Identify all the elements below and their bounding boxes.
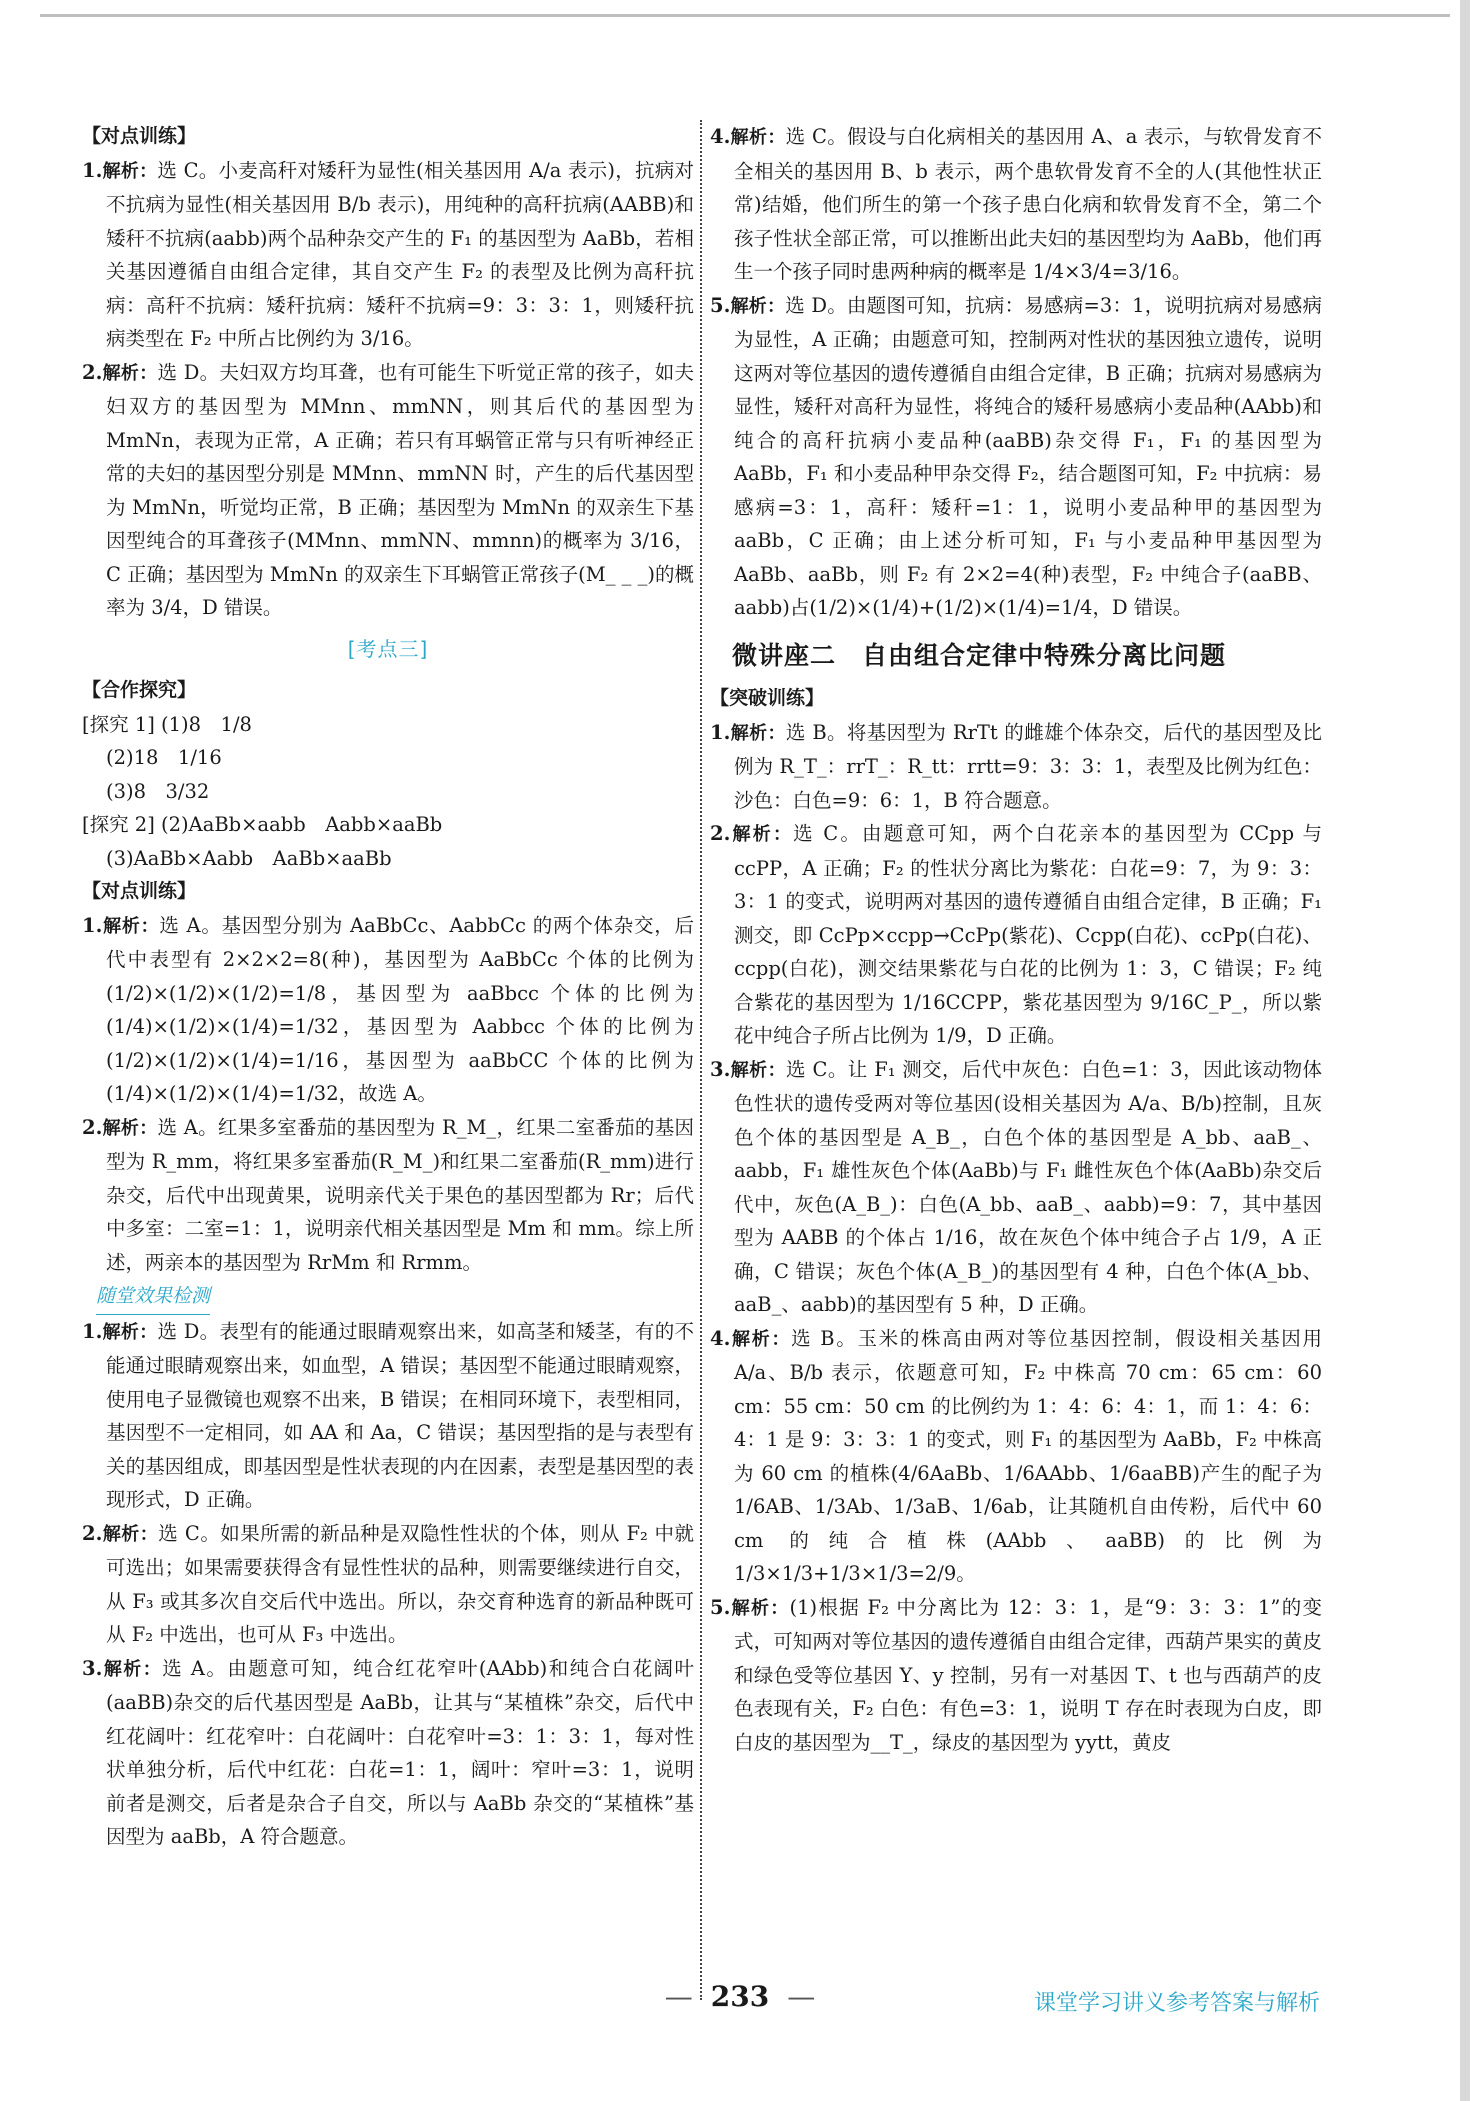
answer-item: 3.解析：选 A。由题意可知，纯合红花窄叶(AAbb)和纯合白花阔叶(aaBB)杂交的后代基因型是 AaBb，让其与“某植株”杂交，后代中红花阔叶：红花窄叶：白花阔叶：白花窄叶=3：1：3：1，每对性状单独分析，后代中红花：白花=1：1，阔叶：窄叶=3：1，说明前者是测交，后者是杂合子自交，所以与 AaBb 杂交的“某植株”基因型为 aaBb，A 符合题意。 (82, 1656, 694, 1848)
answer-item: 5.解析：(1)根据 F₂ 中分离比为 12：3：1，是“9：3：3：1”的变式，可知两对等位基因的遗传遵循自由组合定律，西葫芦果实的黄皮和绿色受等位基因 Y、y 控制，另有一对基因 T、t 也与西葫芦的皮色表现有关，F₂ 白色：有色=3：1，说明 T 存在时表现为白皮，即白皮的基因型为__T_，绿皮的基因型为 yytt，黄皮 (710, 1595, 1322, 1754)
right-column (710, 120, 1322, 1759)
kaodian-heading: [考点三] (347, 636, 429, 661)
lecture-heading: 微讲座二 自由组合定律中特殊分离比问题 (732, 640, 1227, 670)
top-rule (40, 14, 1450, 17)
page-number-value: 233 (710, 1980, 770, 2013)
answer-item: 1.解析：选 B。将基因型为 RrTt 的雌雄个体杂交，后代的基因型及比例为 R_T_：rrT_：R_tt：rrtt=9：3：3：1，表型及比例为红色：沙色：白色=9：6：1，B 符合题意。 (710, 720, 1322, 812)
tanjiu-line: (3)AaBb×Aabb AaBb×aaBb (106, 846, 392, 870)
answer-item: 1.解析：选 C。小麦高秆对矮秆为显性(相关基因用 A/a 表示)，抗病对不抗病为显性(相关基因用 B/b 表示)，用纯种的高秆抗病(AABB)和矮秆不抗病(aabb)两个品种杂交产生的 F₁ 的基因型为 AaBb，若相关基因遵循自由组合定律，其自交产生 F₂ 的表型及比例为高秆抗病：高秆不抗病：矮秆抗病：矮秆不抗病=9：3：3：1，则矮秆抗病类型在 F₂ 中所占比例约为 3/16。 (82, 158, 694, 350)
book-title: 课堂学习讲义参考答案与解析 (1033, 1991, 1320, 2016)
answer-item: 2.解析：选 C。如果所需的新品种是双隐性性状的个体，则从 F₂ 中就可选出；如果需要获得含有显性性状的品种，则需要继续进行自交，从 F₃ 或其多次自交后代中选出。所以，杂交育种选育的新品种既可从 F₂ 中选出，也可从 F₃ 中选出。 (82, 1521, 694, 1646)
footer-dash-right: — (787, 1980, 816, 2013)
tanjiu-line: (2)18 1/16 (106, 746, 222, 769)
tanjiu-line: [探究 2] (2)AaBb×aabb Aabb×aaBb (82, 813, 443, 836)
section-label-he-zuo: 【合作探究】 (82, 679, 197, 701)
tanjiu-1 (82, 708, 694, 809)
section-label-dui-dian-1: 【对点训练】 (82, 125, 197, 147)
section-heading-sui-tang: 随堂效果检测 (96, 1280, 210, 1315)
right-scan-edge (1460, 0, 1470, 2101)
answer-item: 3.解析：选 C。让 F₁ 测交，后代中灰色：白色=1：3，因此该动物体色性状的遗传受两对等位基因(设相关基因为 A/a、B/b)控制，且灰色个体的基因型是 A_B_，白色个体的基因型是 A_bb、aaB_、aabb，F₁ 雄性灰色个体(AaBb)与 F₁ 雌性灰色个体(AaBb)杂交后代中，灰色(A_B_)：白色(A_bb、aaB_、aabb)=9：7，其中基因型为 AABB 的个体占 1/16，故在灰色个体中纯合子占 1/9，A 正确，C 错误；灰色个体(A_B_)的基因型有 4 种，白色个体(A_bb、aaB_、aabb)的基因型有 5 种，D 正确。 (710, 1057, 1323, 1316)
column-divider (700, 120, 702, 2000)
answer-item: 4.解析：选 C。假设与白化病相关的基因用 A、a 表示，与软骨发育不全相关的基因用 B、b 表示，两个患软骨发育不全的人(其他性状正常)结婚，他们所生的第一个孩子患白化病和软骨发育不全，第二个孩子性状全部正常，可以推断出此夫妇的基因型均为 AaBb，他们再生一个孩子同时患两种病的概率是 1/4×3/4=3/16。 (710, 125, 1323, 283)
footer-dash-left: — (664, 1980, 693, 2013)
section-label-dui-dian-2: 【对点训练】 (82, 880, 197, 902)
section-label-tu-po: 【突破训练】 (710, 687, 825, 709)
left-column (82, 120, 694, 1854)
answer-item: 1.解析：选 A。基因型分别为 AaBbCc、AabbCc 的两个体杂交，后代中表型有 2×2×2=8(种)，基因型为 AaBbCc 个体的比例为(1/2)×(1/2)×(1/2)=1/8，基因型为 aaBbcc 个体的比例为(1/4)×(1/2)×(1/4)=1/32，基因型为 Aabbcc 个体的比例为(1/2)×(1/2)×(1/4)=1/16，基因型为 aaBbCC 个体的比例为(1/4)×(1/2)×(1/4)=1/32，故选 A。 (82, 913, 695, 1105)
answer-item: 1.解析：选 D。表型有的能通过眼睛观察出来，如高茎和矮茎，有的不能通过眼睛观察出来，如血型，A 错误；基因型不能通过眼睛观察，使用电子显微镜也观察不出来，B 错误；在相同环境下，表型相同，基因型不一定相同，如 AA 和 Aa，C 错误；基因型指的是与表型有关的基因组成，即基因型是性状表现的内在因素，表型是基因型的表现形式，D 正确。 (82, 1319, 694, 1511)
tanjiu-line: (3)8 3/32 (106, 779, 210, 803)
tanjiu-2 (82, 808, 694, 875)
answer-item: 2.解析：选 A。红果多室番茄的基因型为 R_M_，红果二室番茄的基因型为 R_mm，将红果多室番茄(R_M_)和红果二室番茄(R_mm)进行杂交，后代中出现黄果，说明亲代关于果色的基因型都为 Rr；后代中多室：二室=1：1，说明亲代相关基因型是 Mm 和 mm。综上所述，两亲本的基因型为 RrMm 和 Rrmm。 (82, 1115, 694, 1274)
answer-item: 2.解析：选 D。夫妇双方均耳聋，也有可能生下听觉正常的孩子，如夫妇双方的基因型为 MMnn、mmNN，则其后代的基因型为 MmNn，表现为正常，A 正确；若只有耳蜗管正常与只有听神经正常的夫妇的基因型分别是 MMnn、mmNN 时，产生的后代基因型为 MmNn，听觉均正常，B 正确；基因型为 MmNn 的双亲生下基因型纯合的耳聋孩子(MMnn、mmNN、mmnn)的概率为 3/16，C 正确；基因型为 MmNn 的双亲生下耳蜗管正常孩子(M_ _ _)的概率为 3/4，D 错误。 (82, 360, 694, 619)
answer-item: 5.解析：选 D。由题图可知，抗病：易感病=3：1，说明抗病对易感病为显性，A 正确；由题意可知，控制两对性状的基因独立遗传，说明这两对等位基因的遗传遵循自由组合定律，B 正确；抗病对易感病为显性，矮秆对高秆为显性，将纯合的矮秆易感病小麦品种(AAbb)和纯合的高秆抗病小麦品种(aaBB)杂交得 F₁，F₁ 的基因型为 AaBb，F₁ 和小麦品种甲杂交得 F₂，结合题图可知，F₂ 中抗病：易感病=3：1，高秆：矮秆=1：1，说明小麦品种甲的基因型为 aaBb，C 正确；由上述分析可知，F₁ 与小麦品种甲基因型为 AaBb、aaBb，则 F₂ 有 2×2=4(种)表型，F₂ 中纯合子(aaBB、aabb)占(1/2)×(1/4)+(1/2)×(1/4)=1/4，D 错误。 (710, 293, 1322, 619)
tanjiu-line: [探究 1] (1)8 1/8 (82, 712, 252, 736)
answer-item: 4.解析：选 B。玉米的株高由两对等位基因控制，假设相关基因用 A/a、B/b 表示，依题意可知，F₂ 中株高 70 cm：65 cm：60 cm：55 cm：50 cm 的比例约为 1：4：6：4：1，而 1：4：6：4：1 是 9：3：3：1 的变式，则 F₁ 的基因型为 AaBb，F₂ 中株高为 60 cm 的植株(4/6AaBb、1/6AAbb、1/6aaBB)产生的配子为 1/6AB、1/3Ab、1/3aB、1/6ab，让其随机自由传粉，后代中 60 cm 的纯合植株(AAbb、aaBB)的比例为 1/3×1/3+1/3×1/3=2/9。 (710, 1326, 1323, 1585)
answer-item: 2.解析：选 C。由题意可知，两个白花亲本的基因型为 CCpp 与 ccPP，A 正确；F₂ 的性状分离比为紫花：白花=9：7，为 9：3：3：1 的变式，说明两对基因的遗传遵循自由组合定律，B 正确；F₁ 测交，即 CcPp×ccpp→CcPp(紫花)、Ccpp(白花)、ccPp(白花)、ccpp(白花)，测交结果紫花与白花的比例为 1：3，C 错误；F₂ 纯合紫花的基因型为 1/16CCPP，紫花基因型为 9/16C_P_，所以紫花中纯合子所占比例为 1/9，D 正确。 (710, 822, 1323, 1047)
